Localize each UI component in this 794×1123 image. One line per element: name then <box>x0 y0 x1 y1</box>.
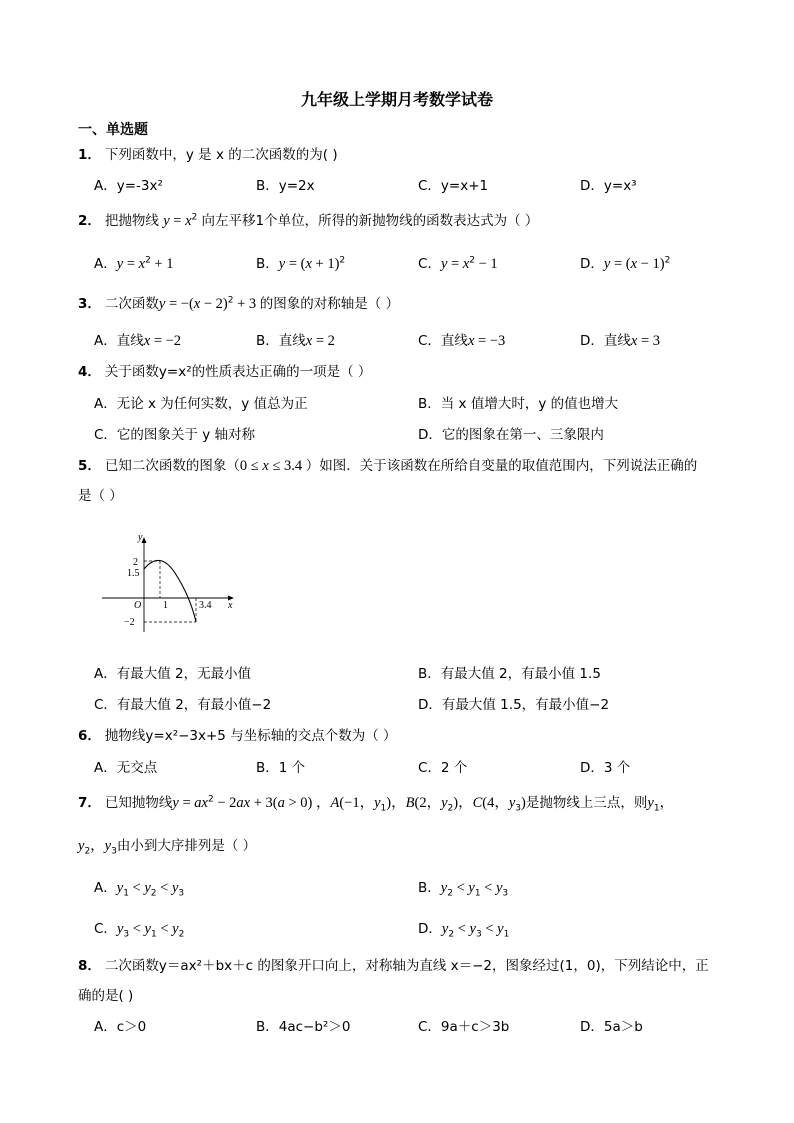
origin-label: O <box>134 600 142 611</box>
tick-label-neg-2: −2 <box>124 617 135 628</box>
option-label: B． <box>256 256 279 272</box>
question-number: 7． <box>78 795 101 811</box>
question-7: 7． 已知抛物线$y = ax^2 - 2ax + 3(a > 0)$ ，A(−1，$y_1$)，B(2，$y_2$)，C(4，$y_3$)是抛物线上三点，则$y_1$， <box>78 794 675 814</box>
option-label: B．直线 <box>256 333 306 349</box>
q5-option-d: D．有最大值 1.5，有最小值−2 <box>418 697 610 713</box>
question-text: 已知二次函数的图象（ <box>104 458 240 474</box>
q6-option-c: C．2 个 <box>418 760 468 776</box>
q5-option-b: B．有最大值 2，有最小值 1.5 <box>418 666 601 682</box>
q3-option-a: A．直线x = −2 <box>94 333 182 349</box>
option-label: C． <box>418 256 441 272</box>
q8-option-b: B．4ac−b²＞0 <box>256 1019 351 1035</box>
q8-option-d: D．5a＞b <box>580 1019 643 1035</box>
question-number: 4． <box>78 364 101 380</box>
question-text: 已知抛物线 <box>104 795 173 811</box>
parabola-curve <box>144 560 196 622</box>
q5-option-c: C．有最大值 2，有最小值−2 <box>94 697 272 713</box>
q2-option-a: A．$y = x^2 + 1$ <box>94 255 174 272</box>
option-label: B． <box>418 880 441 896</box>
question-4 <box>78 363 371 381</box>
question-text: 由小到大序排列是（ ） <box>116 838 257 854</box>
option-label: A． <box>94 256 117 272</box>
parabola-graph <box>100 528 240 634</box>
option-label: C．直线 <box>418 333 468 349</box>
math-expression: 0 ≤ x ≤ 3.4 <box>239 458 306 474</box>
q6-option-b: B．1 个 <box>256 760 306 776</box>
exam-title: 九年级上学期月考数学试卷 <box>300 90 493 109</box>
y-axis-label: y <box>138 532 143 543</box>
question-7-continued: $y_2$，$y_3$由小到大序排列是（ ） <box>78 838 257 857</box>
question-5-continued: 是（ ） <box>78 488 123 504</box>
question-5 <box>78 457 697 475</box>
option-label: A．直线 <box>94 333 144 349</box>
question-text: 关于函数y=x²的性质表达正确的一项是（ ） <box>104 364 372 380</box>
q8-option-a: A．c＞0 <box>94 1019 147 1035</box>
q6-option-d: D．3 个 <box>580 760 631 776</box>
option-label: D．直线 <box>580 333 631 349</box>
question-8-continued: 确的是( ) <box>78 988 134 1004</box>
q3-option-d: D．直线x = 3 <box>580 333 661 349</box>
q2-option-b: B．$y = (x + 1)^2$ <box>256 255 346 272</box>
question-number: 1． <box>78 147 101 163</box>
q4-option-c: C．它的图象关于 y 轴对称 <box>94 427 255 443</box>
q5-option-a: A．有最大值 2，无最小值 <box>94 666 252 682</box>
math-expression: $y = x^2$ <box>163 212 198 229</box>
question-text: 把抛物线 <box>104 213 159 229</box>
option-label: D． <box>580 256 604 272</box>
tick-label-1-5: 1.5 <box>127 568 140 579</box>
q1-option-c: C．y=x+1 <box>418 178 489 194</box>
q1-option-d: D．y=x³ <box>580 178 637 194</box>
tick-label-3-4: 3.4 <box>199 600 212 611</box>
q1-option-b: B．y=2x <box>256 178 315 194</box>
question-number: 6． <box>78 728 101 744</box>
question-1 <box>78 146 338 164</box>
q2-option-d: D．$y = (x - 1)^2$ <box>580 255 671 272</box>
q3-option-c: C．直线x = −3 <box>418 333 506 349</box>
question-8 <box>78 957 709 975</box>
x-axis-label: x <box>228 600 233 611</box>
q2-option-c: C．$y = x^2 - 1$ <box>418 255 498 272</box>
q4-option-d: D．它的图象在第一、三象限内 <box>418 427 604 443</box>
option-label: D． <box>418 921 442 937</box>
q4-option-b: B．当 x 值增大时，y 的值也增大 <box>418 396 619 412</box>
question-text: 二次函数 <box>104 296 159 312</box>
q7-option-d: D．$y_2 < y_3 < y_1$ <box>418 921 510 940</box>
question-text: 是抛物线上三点，则 <box>525 795 648 811</box>
question-text: ）如图．关于该函数在所给自变量的取值范围内，下列说法正确的 <box>305 458 698 474</box>
question-number: 3． <box>78 296 101 312</box>
q7-option-c: C．$y_3 < y_1 < y_2$ <box>94 921 185 940</box>
question-number: 2． <box>78 213 101 229</box>
question-text: 二次函数y＝ax²＋bx＋c 的图象开口向上，对称轴为直线 x＝−2，图象经过(1，0)，下列结论中，正 <box>104 958 709 974</box>
q4-option-a: A．无论 x 为任何实数，y 值总为正 <box>94 396 308 412</box>
question-number: 5． <box>78 458 101 474</box>
question-2 <box>78 212 538 230</box>
question-number: 8． <box>78 958 101 974</box>
q3-option-b: B．直线x = 2 <box>256 333 335 349</box>
q8-option-c: C．9a＋c＞3b <box>418 1019 510 1035</box>
math-expression: $y = -(x - 2)^2 + 3$ <box>158 295 260 312</box>
question-text: 向左平移1个单位，所得的新抛物线的函数表达式为（ ） <box>201 213 539 229</box>
q6-option-a: A．无交点 <box>94 760 158 776</box>
tick-label-1: 1 <box>163 600 168 611</box>
question-text: 的图象的对称轴是（ ） <box>259 296 400 312</box>
question-text: 抛物线y=x²−3x+5 与坐标轴的交点个数为（ ） <box>104 728 397 744</box>
q7-option-a: A．$y_1 < y_2 < y_3$ <box>94 880 185 899</box>
q7-option-b: B．$y_2 < y_1 < y_3$ <box>418 880 509 899</box>
option-label: C． <box>94 921 117 937</box>
question-6 <box>78 727 396 745</box>
question-3 <box>78 295 399 313</box>
q1-option-a: A．y=-3x² <box>94 178 163 194</box>
option-label: A． <box>94 880 117 896</box>
question-text: 下列函数中，y 是 x 的二次函数的为( ) <box>104 147 338 163</box>
section-heading: 一、单选题 <box>78 122 148 138</box>
math-expression: $y = ax^2 - 2ax + 3(a > 0)$ ，A(−1，$y_1$)，B(2，$y_2$)，C(4，$y_3$) <box>172 794 526 814</box>
tick-label-2: 2 <box>133 557 138 568</box>
